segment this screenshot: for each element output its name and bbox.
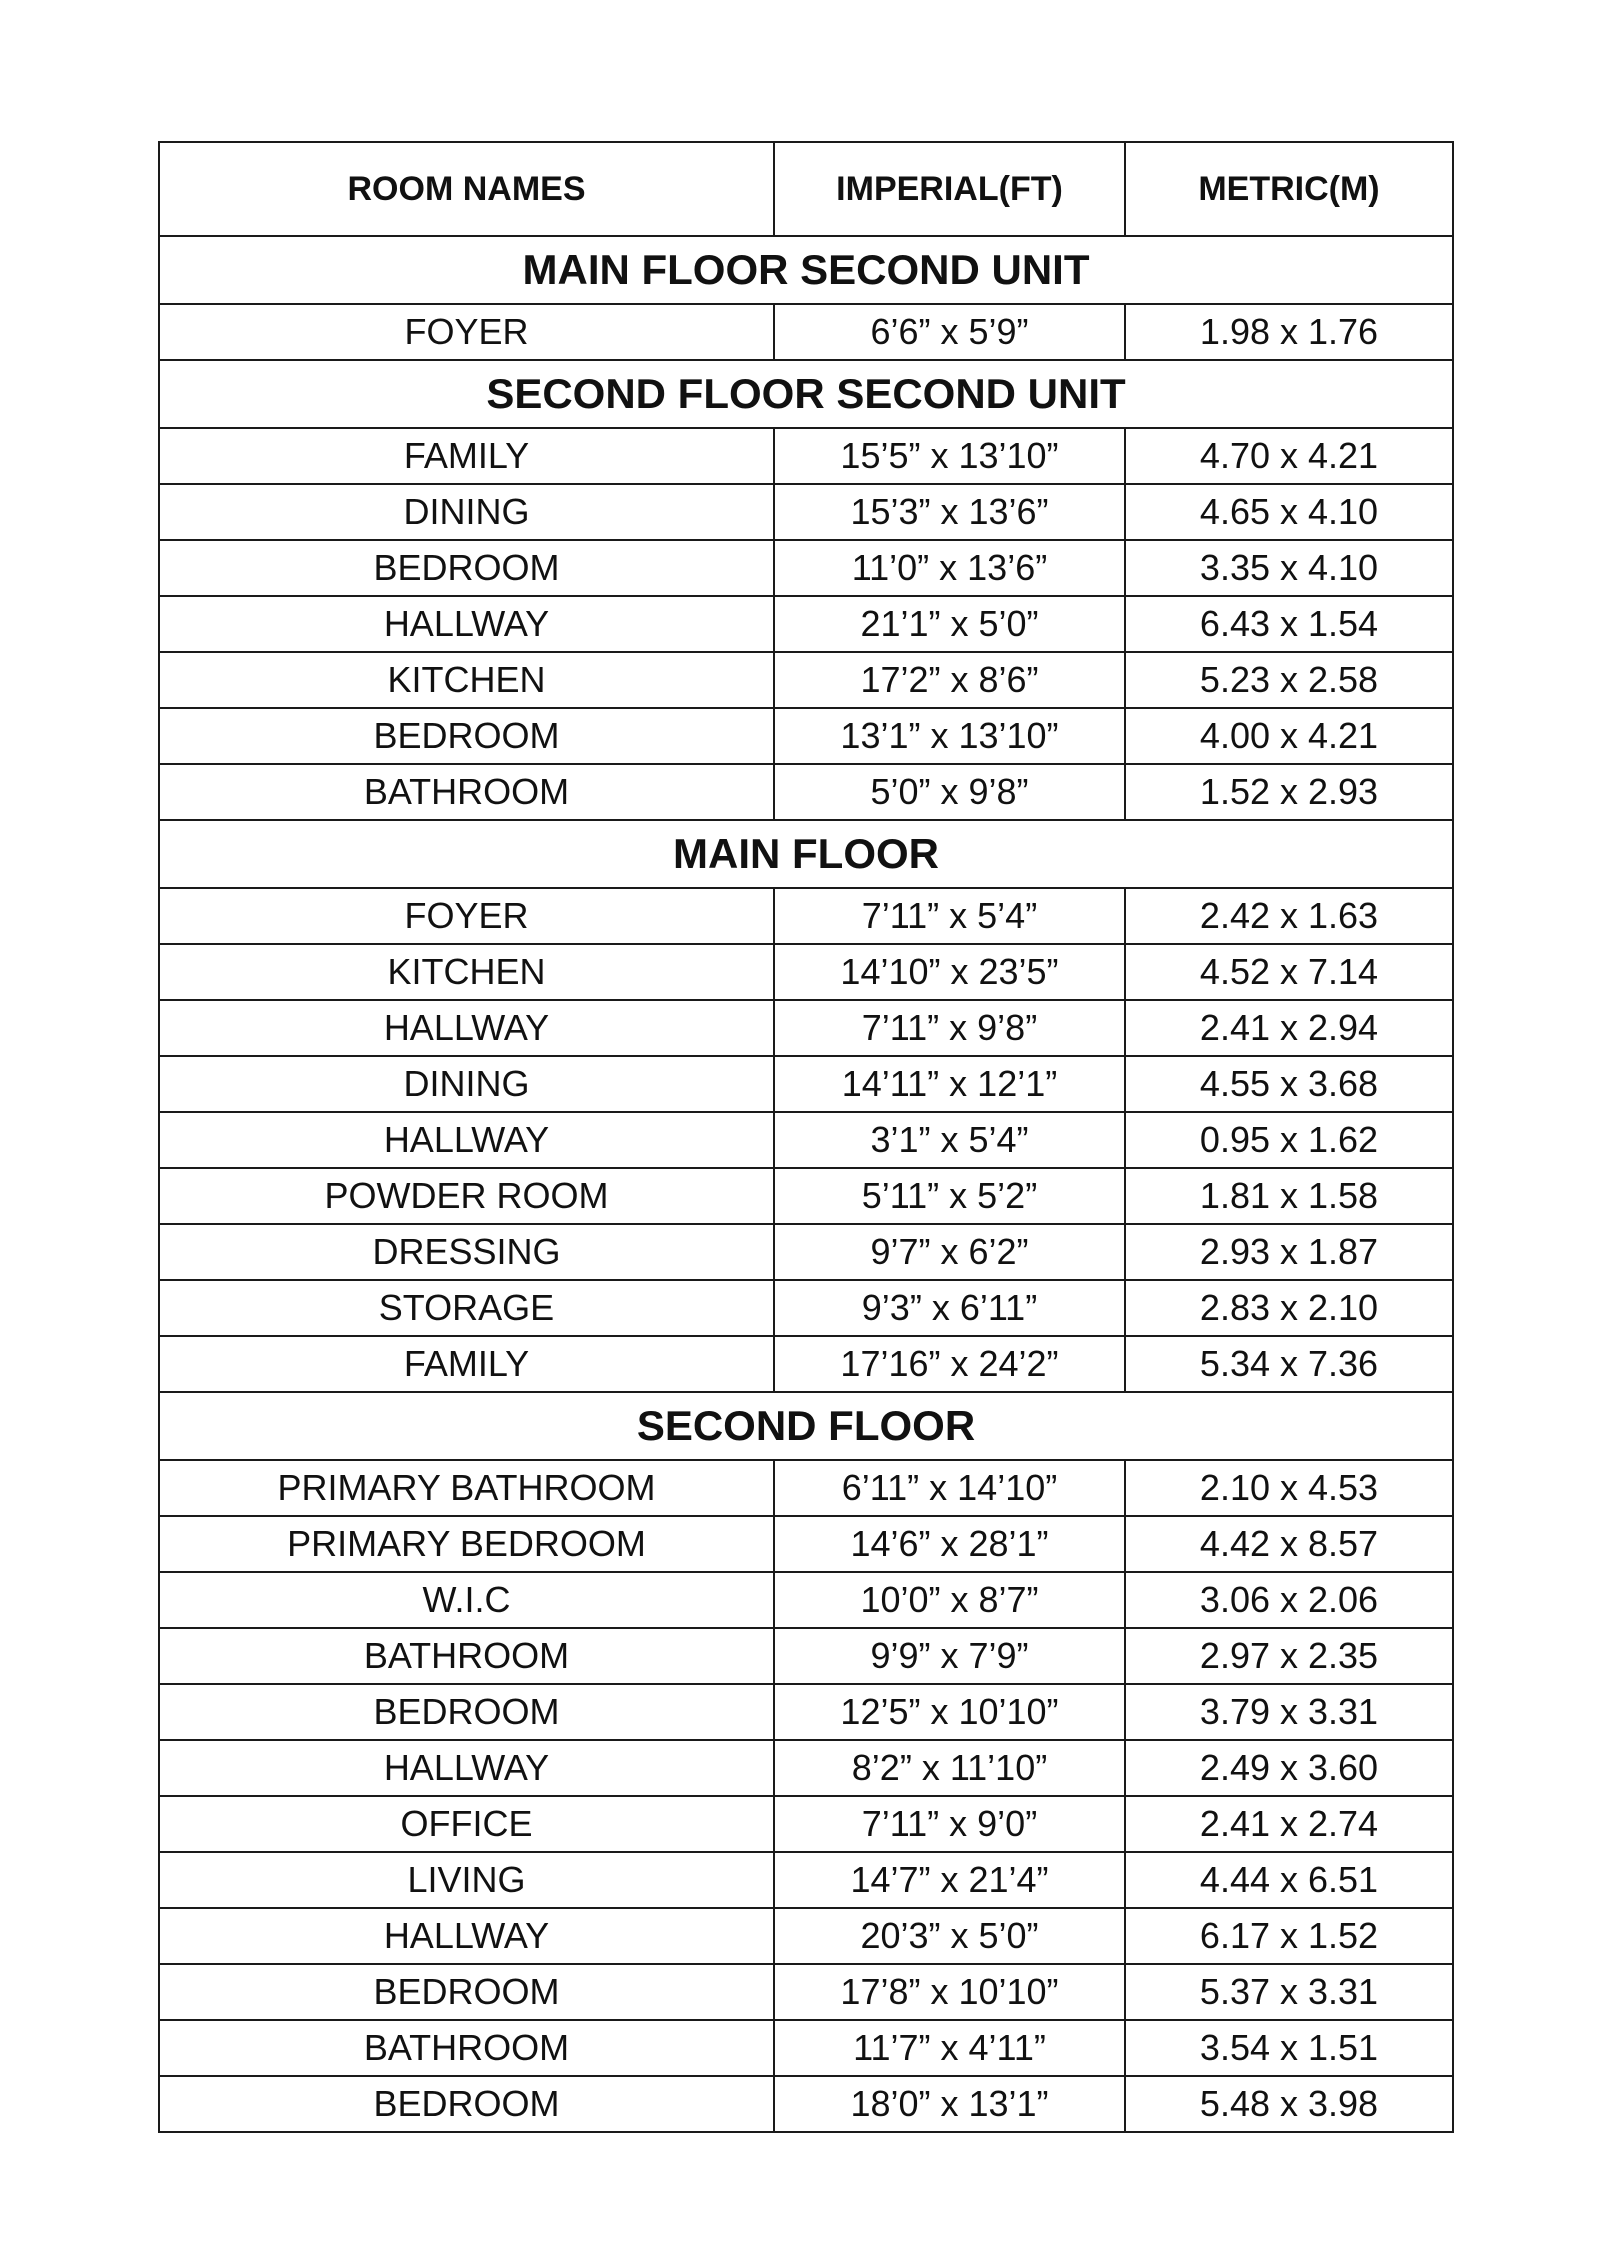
table-row <box>159 1112 1453 1168</box>
imperial-dimension-cell: 6’6” x 5’9” <box>774 304 1125 360</box>
table-row <box>159 1684 1453 1740</box>
table-row <box>159 708 1453 764</box>
room-name-cell: DINING <box>159 484 774 540</box>
imperial-dimension-cell: 15’3” x 13’6” <box>774 484 1125 540</box>
metric-dimension-cell: 4.65 x 4.10 <box>1125 484 1453 540</box>
metric-dimension-cell: 2.97 x 2.35 <box>1125 1628 1453 1684</box>
table-row <box>159 1460 1453 1516</box>
room-name-cell: STORAGE <box>159 1280 774 1336</box>
section-title: SECOND FLOOR <box>159 1392 1453 1460</box>
imperial-dimension-cell: 5’0” x 9’8” <box>774 764 1125 820</box>
section-title: MAIN FLOOR SECOND UNIT <box>159 236 1453 304</box>
metric-dimension-cell: 1.81 x 1.58 <box>1125 1168 1453 1224</box>
room-name-cell: BEDROOM <box>159 1964 774 2020</box>
room-name-cell: HALLWAY <box>159 596 774 652</box>
imperial-dimension-cell: 12’5” x 10’10” <box>774 1684 1125 1740</box>
room-name-cell: DRESSING <box>159 1224 774 1280</box>
table-body <box>159 236 1453 2132</box>
column-header-metric: METRIC(M) <box>1125 142 1453 236</box>
section-header-row <box>159 360 1453 428</box>
room-name-cell: KITCHEN <box>159 652 774 708</box>
room-name-cell: KITCHEN <box>159 944 774 1000</box>
room-name-cell: HALLWAY <box>159 1000 774 1056</box>
room-name-cell: FOYER <box>159 304 774 360</box>
table-row <box>159 1168 1453 1224</box>
header-row <box>159 142 1453 236</box>
room-name-cell: PRIMARY BATHROOM <box>159 1460 774 1516</box>
section-header-row <box>159 1392 1453 1460</box>
table-row <box>159 764 1453 820</box>
imperial-dimension-cell: 14’6” x 28’1” <box>774 1516 1125 1572</box>
table-row <box>159 1056 1453 1112</box>
imperial-dimension-cell: 5’11” x 5’2” <box>774 1168 1125 1224</box>
imperial-dimension-cell: 17’2” x 8’6” <box>774 652 1125 708</box>
metric-dimension-cell: 2.49 x 3.60 <box>1125 1740 1453 1796</box>
metric-dimension-cell: 4.70 x 4.21 <box>1125 428 1453 484</box>
room-name-cell: BEDROOM <box>159 2076 774 2132</box>
imperial-dimension-cell: 9’3” x 6’11” <box>774 1280 1125 1336</box>
table-row <box>159 2076 1453 2132</box>
table-row <box>159 540 1453 596</box>
imperial-dimension-cell: 8’2” x 11’10” <box>774 1740 1125 1796</box>
imperial-dimension-cell: 14’10” x 23’5” <box>774 944 1125 1000</box>
section-header-row <box>159 236 1453 304</box>
imperial-dimension-cell: 11’0” x 13’6” <box>774 540 1125 596</box>
metric-dimension-cell: 4.55 x 3.68 <box>1125 1056 1453 1112</box>
room-name-cell: FOYER <box>159 888 774 944</box>
room-name-cell: BEDROOM <box>159 1684 774 1740</box>
table-row <box>159 1964 1453 2020</box>
metric-dimension-cell: 2.41 x 2.74 <box>1125 1796 1453 1852</box>
metric-dimension-cell: 1.52 x 2.93 <box>1125 764 1453 820</box>
metric-dimension-cell: 4.44 x 6.51 <box>1125 1852 1453 1908</box>
room-name-cell: HALLWAY <box>159 1112 774 1168</box>
room-name-cell: PRIMARY BEDROOM <box>159 1516 774 1572</box>
metric-dimension-cell: 6.43 x 1.54 <box>1125 596 1453 652</box>
imperial-dimension-cell: 14’11” x 12’1” <box>774 1056 1125 1112</box>
metric-dimension-cell: 2.42 x 1.63 <box>1125 888 1453 944</box>
table-row <box>159 1572 1453 1628</box>
section-header-row <box>159 820 1453 888</box>
metric-dimension-cell: 2.93 x 1.87 <box>1125 1224 1453 1280</box>
imperial-dimension-cell: 6’11” x 14’10” <box>774 1460 1125 1516</box>
room-name-cell: DINING <box>159 1056 774 1112</box>
imperial-dimension-cell: 10’0” x 8’7” <box>774 1572 1125 1628</box>
room-name-cell: POWDER ROOM <box>159 1168 774 1224</box>
table-row <box>159 1000 1453 1056</box>
metric-dimension-cell: 3.54 x 1.51 <box>1125 2020 1453 2076</box>
imperial-dimension-cell: 11’7” x 4’11” <box>774 2020 1125 2076</box>
room-name-cell: LIVING <box>159 1852 774 1908</box>
column-header-imperial: IMPERIAL(FT) <box>774 142 1125 236</box>
metric-dimension-cell: 3.35 x 4.10 <box>1125 540 1453 596</box>
section-title: MAIN FLOOR <box>159 820 1453 888</box>
table-row <box>159 2020 1453 2076</box>
table-row <box>159 484 1453 540</box>
imperial-dimension-cell: 13’1” x 13’10” <box>774 708 1125 764</box>
metric-dimension-cell: 2.41 x 2.94 <box>1125 1000 1453 1056</box>
imperial-dimension-cell: 9’9” x 7’9” <box>774 1628 1125 1684</box>
table-row <box>159 944 1453 1000</box>
room-name-cell: BATHROOM <box>159 1628 774 1684</box>
metric-dimension-cell: 4.00 x 4.21 <box>1125 708 1453 764</box>
room-name-cell: OFFICE <box>159 1796 774 1852</box>
table-row <box>159 1224 1453 1280</box>
metric-dimension-cell: 5.34 x 7.36 <box>1125 1336 1453 1392</box>
table-row <box>159 652 1453 708</box>
room-name-cell: HALLWAY <box>159 1908 774 1964</box>
table-row <box>159 1908 1453 1964</box>
metric-dimension-cell: 0.95 x 1.62 <box>1125 1112 1453 1168</box>
room-name-cell: BATHROOM <box>159 2020 774 2076</box>
metric-dimension-cell: 1.98 x 1.76 <box>1125 304 1453 360</box>
room-dimensions-table <box>158 141 1454 2133</box>
room-name-cell: FAMILY <box>159 428 774 484</box>
metric-dimension-cell: 5.23 x 2.58 <box>1125 652 1453 708</box>
table-row <box>159 1796 1453 1852</box>
room-name-cell: BATHROOM <box>159 764 774 820</box>
metric-dimension-cell: 3.79 x 3.31 <box>1125 1684 1453 1740</box>
table-row <box>159 304 1453 360</box>
table-row <box>159 1336 1453 1392</box>
imperial-dimension-cell: 17’8” x 10’10” <box>774 1964 1125 2020</box>
metric-dimension-cell: 2.83 x 2.10 <box>1125 1280 1453 1336</box>
table-row <box>159 1516 1453 1572</box>
imperial-dimension-cell: 14’7” x 21’4” <box>774 1852 1125 1908</box>
metric-dimension-cell: 2.10 x 4.53 <box>1125 1460 1453 1516</box>
table-row <box>159 428 1453 484</box>
column-header-room-names: ROOM NAMES <box>159 142 774 236</box>
table-row <box>159 596 1453 652</box>
table-row <box>159 1852 1453 1908</box>
room-name-cell: W.I.C <box>159 1572 774 1628</box>
imperial-dimension-cell: 9’7” x 6’2” <box>774 1224 1125 1280</box>
table-row <box>159 1280 1453 1336</box>
imperial-dimension-cell: 18’0” x 13’1” <box>774 2076 1125 2132</box>
table-row <box>159 1628 1453 1684</box>
imperial-dimension-cell: 20’3” x 5’0” <box>774 1908 1125 1964</box>
metric-dimension-cell: 4.52 x 7.14 <box>1125 944 1453 1000</box>
imperial-dimension-cell: 3’1” x 5’4” <box>774 1112 1125 1168</box>
imperial-dimension-cell: 7’11” x 9’0” <box>774 1796 1125 1852</box>
table-row <box>159 1740 1453 1796</box>
imperial-dimension-cell: 15’5” x 13’10” <box>774 428 1125 484</box>
metric-dimension-cell: 4.42 x 8.57 <box>1125 1516 1453 1572</box>
imperial-dimension-cell: 17’16” x 24’2” <box>774 1336 1125 1392</box>
room-name-cell: BEDROOM <box>159 540 774 596</box>
room-name-cell: FAMILY <box>159 1336 774 1392</box>
section-title: SECOND FLOOR SECOND UNIT <box>159 360 1453 428</box>
room-name-cell: BEDROOM <box>159 708 774 764</box>
imperial-dimension-cell: 7’11” x 9’8” <box>774 1000 1125 1056</box>
table-row <box>159 888 1453 944</box>
metric-dimension-cell: 5.48 x 3.98 <box>1125 2076 1453 2132</box>
metric-dimension-cell: 5.37 x 3.31 <box>1125 1964 1453 2020</box>
metric-dimension-cell: 3.06 x 2.06 <box>1125 1572 1453 1628</box>
imperial-dimension-cell: 21’1” x 5’0” <box>774 596 1125 652</box>
imperial-dimension-cell: 7’11” x 5’4” <box>774 888 1125 944</box>
metric-dimension-cell: 6.17 x 1.52 <box>1125 1908 1453 1964</box>
room-name-cell: HALLWAY <box>159 1740 774 1796</box>
